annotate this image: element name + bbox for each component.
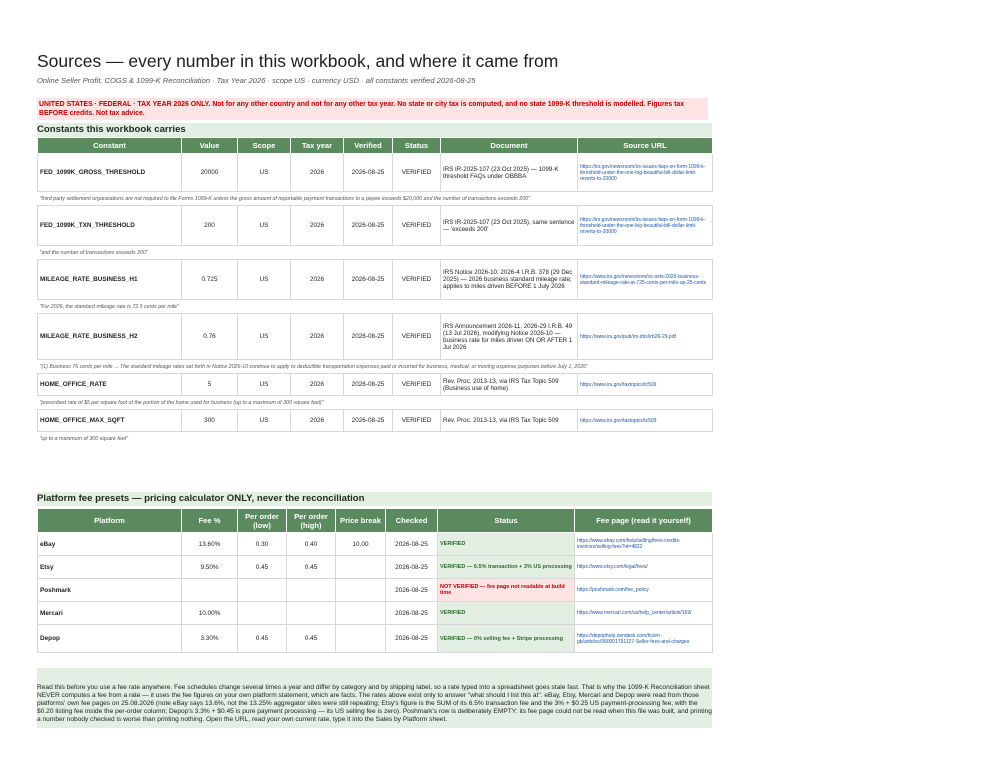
col-header-scope[interactable]: Scope <box>238 138 291 154</box>
col-header-constant[interactable]: Constant <box>38 138 182 154</box>
fee-rate-warning-note: Read this before you use a fee rate anywhere. Fee schedules change several times a year and differ by category and by shipping label, so a rate typed into a spreadsheet goes stale fast. That is why the 1099-K Reconciliation sheet NEVER computes a fee from a rate — it uses the fee figures on your own platform statement, which are facts. The rates above exist only to answer "what should I list this at". eBay, Etsy, Mercari and Depop were read from those platforms' own fee pages on 25.08.2026 (note eBay says 13.6%, not the 13.25% aggregator sites were still repeating; Etsy's figure is the SUM of its 6.5% transaction fee and the 3% + $0.25 US payment-processing fee, with the $0.20 listing fee inside the per-order column; Depop's 3.3% + $0.45 is pure payment processing — its US selling fee is zero). Poshmark's row is deliberately EMPTY: its fee page could not be read when this file was built, and printing a number nobody checked is worse than printing nothing. Open the URL, read your own current rate, type it into the Sales by Platform sheet. <box>37 668 712 728</box>
col-header-platform[interactable]: Platform <box>38 509 182 533</box>
platform-fee-percent[interactable] <box>182 579 238 602</box>
source-url-link[interactable]: https://www.irs.gov/newsroom/irs-sets-2026-business-standard-mileage-rate-at-725-cents-per-mile-up-25-cents <box>578 260 713 300</box>
fee-page-link[interactable]: https://www.ebay.com/help/selling/fees-credits-invoices/selling-fees?id=4822 <box>575 533 713 556</box>
platform-checked[interactable]: 2026-08-25 <box>386 579 438 602</box>
constant-value[interactable]: 200 <box>182 206 238 246</box>
platform-fee-percent[interactable]: 10.00% <box>182 602 238 625</box>
table-row[interactable] <box>38 314 713 360</box>
table-row[interactable] <box>38 374 713 396</box>
fee-page-link[interactable]: https://poshmark.com/fee_policy <box>575 579 713 602</box>
source-url-link[interactable]: https://irs.gov/newsroom/irs-issues-faqs-on-form-1099-k-threshold-under-the-one-big-beautiful-bill-dollar-limit-reverts-to-20000 <box>578 206 713 246</box>
constant-status[interactable]: VERIFIED <box>393 410 441 432</box>
constant-quote: "prescribed rate of $5 per square foot of the portion of the home used for business (up to a maximum of 300 square feet)" <box>39 399 324 406</box>
col-header-verified[interactable]: Verified <box>344 138 393 154</box>
platform-status[interactable]: NOT VERIFIED — fee page not readable at build time <box>438 579 575 602</box>
constant-document[interactable]: IRS Announcement 2026-11, 2026-29 I.R.B. 49 (13 Jul 2026), modifying Notice 2026-10 — business rate for miles driven ON OR AFTER 1 Jul 2026 <box>441 314 578 360</box>
table-row[interactable] <box>38 206 713 246</box>
col-header-per-order-low[interactable]: Per order (low) <box>238 509 287 533</box>
col-header-status[interactable]: Status <box>393 138 441 154</box>
constant-value[interactable]: 300 <box>182 410 238 432</box>
constant-document[interactable]: IRS IR-2025-107 (23 Oct 2025) — 1099-K threshold FAQs under OBBBA <box>441 154 578 192</box>
constant-verified[interactable]: 2026-08-25 <box>344 154 393 192</box>
constant-verified[interactable]: 2026-08-25 <box>344 410 393 432</box>
constant-name[interactable]: MILEAGE_RATE_BUSINESS_H1 <box>38 260 182 300</box>
constant-name[interactable]: HOME_OFFICE_MAX_SQFT <box>38 410 182 432</box>
platform-status[interactable]: VERIFIED <box>438 602 575 625</box>
constants-section-heading: Constants this workbook carries <box>37 123 712 137</box>
constant-year[interactable]: 2026 <box>291 260 344 300</box>
platform-status[interactable]: VERIFIED — 0% selling fee + Stripe processing <box>438 625 575 653</box>
page-title: Sources — every number in this workbook, and where it came from <box>37 51 559 71</box>
constant-status[interactable]: VERIFIED <box>393 314 441 360</box>
constant-value[interactable]: 5 <box>182 374 238 396</box>
constant-quote: "(1) Business 76 cents per mile ... The standard mileage rates set forth in Notice 2026-10 continue to apply to deductible transportation expenses paid or incurred for business, medical, or moving expense purposes before July 1, 2026" <box>39 363 588 370</box>
fee-page-link[interactable]: https://depophelp.zendesk.com/hc/en-gb/articles/360001791127-Seller-fees-and-charges <box>575 625 713 653</box>
platform-fee-table <box>37 508 713 653</box>
platform-per-order-low[interactable] <box>238 602 287 625</box>
source-url-link[interactable]: https://www.irs.gov/pub/irs-irbs/irb26-29.pdf <box>578 314 713 360</box>
col-header-source-url[interactable]: Source URL <box>578 138 713 154</box>
table-row[interactable] <box>38 579 713 602</box>
constant-quote: "For 2026, the standard mileage rate is 72.5 cents per mile" <box>39 303 179 310</box>
constant-document[interactable]: IRS IR-2025-107 (23 Oct 2025), same sentence — 'exceeds 200' <box>441 206 578 246</box>
constant-name[interactable]: HOME_OFFICE_RATE <box>38 374 182 396</box>
platform-fee-percent[interactable]: 9.50% <box>182 556 238 579</box>
constant-status[interactable]: VERIFIED <box>393 154 441 192</box>
col-header-price-break[interactable]: Price break <box>336 509 386 533</box>
constant-status[interactable]: VERIFIED <box>393 374 441 396</box>
col-header-fee-percent[interactable]: Fee % <box>182 509 238 533</box>
platform-status[interactable]: VERIFIED <box>438 533 575 556</box>
constant-value[interactable]: 20000 <box>182 154 238 192</box>
table-row[interactable] <box>38 154 713 192</box>
col-header-fee-page[interactable]: Fee page (read it yourself) <box>575 509 713 533</box>
constant-document[interactable]: IRS Notice 2026-10; 2026-4 I.R.B. 378 (29 Dec 2025) — 2026 business standard mileage rate; applies to miles driven BEFORE 1 July 2026 <box>441 260 578 300</box>
constant-scope[interactable]: US <box>238 314 291 360</box>
platform-per-order-low[interactable]: 0.45 <box>238 625 287 653</box>
constant-scope[interactable]: US <box>238 206 291 246</box>
fee-page-link[interactable]: https://www.etsy.com/legal/fees/ <box>575 556 713 579</box>
constant-document[interactable]: Rev. Proc. 2013-13, via IRS Tax Topic 509 (Business use of home) <box>441 374 578 396</box>
constant-scope[interactable]: US <box>238 410 291 432</box>
platform-name[interactable]: Etsy <box>38 556 182 579</box>
col-header-value[interactable]: Value <box>182 138 238 154</box>
scope-warning-banner: UNITED STATES · FEDERAL · TAX YEAR 2026 ONLY. Not for any other country and not for any other tax year. No state or city tax is computed, and no state 1099-K threshold is modelled. Figures tax BEFORE credits. Not tax advice. <box>37 98 708 120</box>
table-row[interactable] <box>38 625 713 653</box>
platform-checked[interactable]: 2026-08-25 <box>386 602 438 625</box>
source-url-link[interactable]: https://www.irs.gov/taxtopics/tc509 <box>578 374 713 396</box>
constant-quote: "third party settlement organizations are not required to file Forms 1099-K unless the gross amount of reportable payment transactions to a payee exceeds $20,000 and the number of transactions exceeds 200" <box>39 195 530 202</box>
constant-value[interactable]: 0.76 <box>182 314 238 360</box>
platform-section-heading: Platform fee presets — pricing calculator ONLY, never the reconciliation <box>37 492 712 506</box>
constants-table <box>37 137 713 445</box>
platform-per-order-high[interactable]: 0.45 <box>287 625 336 653</box>
constant-year[interactable]: 2026 <box>291 154 344 192</box>
constant-quote: "and the number of transactions exceeds 200" <box>39 249 148 256</box>
platform-name[interactable]: Mercari <box>38 602 182 625</box>
fee-page-link[interactable]: https://www.mercari.com/us/help_center/article/169/ <box>575 602 713 625</box>
platform-per-order-low[interactable] <box>238 579 287 602</box>
constant-status[interactable]: VERIFIED <box>393 206 441 246</box>
platform-checked[interactable]: 2026-08-25 <box>386 625 438 653</box>
constant-value[interactable]: 0.725 <box>182 260 238 300</box>
platform-price-break[interactable] <box>336 556 386 579</box>
platform-per-order-low[interactable]: 0.30 <box>238 533 287 556</box>
platform-name[interactable]: eBay <box>38 533 182 556</box>
constant-scope[interactable]: US <box>238 260 291 300</box>
constant-scope[interactable]: US <box>238 374 291 396</box>
platform-price-break[interactable]: 10.00 <box>336 533 386 556</box>
table-row[interactable] <box>38 556 713 579</box>
constant-year[interactable]: 2026 <box>291 314 344 360</box>
platform-name[interactable]: Poshmark <box>38 579 182 602</box>
col-header-tax-year[interactable]: Tax year <box>291 138 344 154</box>
constant-year[interactable]: 2026 <box>291 374 344 396</box>
constant-name[interactable]: FED_1099K_GROSS_THRESHOLD <box>38 154 182 192</box>
platform-per-order-low[interactable]: 0.45 <box>238 556 287 579</box>
constant-name[interactable]: FED_1099K_TXN_THRESHOLD <box>38 206 182 246</box>
constant-name[interactable]: MILEAGE_RATE_BUSINESS_H2 <box>38 314 182 360</box>
constant-year[interactable]: 2026 <box>291 410 344 432</box>
platform-price-break[interactable] <box>336 625 386 653</box>
col-header-checked[interactable]: Checked <box>386 509 438 533</box>
constant-scope[interactable]: US <box>238 154 291 192</box>
platform-status[interactable]: VERIFIED — 6.5% transaction + 3% US processing <box>438 556 575 579</box>
platform-checked[interactable]: 2026-08-25 <box>386 556 438 579</box>
platform-per-order-high[interactable] <box>287 579 336 602</box>
constant-verified[interactable]: 2026-08-25 <box>344 314 393 360</box>
platform-fee-percent[interactable]: 3.30% <box>182 625 238 653</box>
source-url-link[interactable]: https://www.irs.gov/taxtopics/tc509 <box>578 410 713 432</box>
constant-document[interactable]: Rev. Proc. 2013-13, via IRS Tax Topic 509 <box>441 410 578 432</box>
table-row[interactable] <box>38 260 713 300</box>
constant-verified[interactable]: 2026-08-25 <box>344 206 393 246</box>
platform-checked[interactable]: 2026-08-25 <box>386 533 438 556</box>
table-row[interactable] <box>38 602 713 625</box>
constant-year[interactable]: 2026 <box>291 206 344 246</box>
col-header-document[interactable]: Document <box>441 138 578 154</box>
platform-per-order-high[interactable] <box>287 602 336 625</box>
table-row[interactable] <box>38 533 713 556</box>
constant-verified[interactable]: 2026-08-25 <box>344 260 393 300</box>
platform-price-break[interactable] <box>336 579 386 602</box>
source-url-link[interactable]: https://irs.gov/newsroom/irs-issues-faqs-on-form-1099-k-threshold-under-the-one-big-beautiful-bill-dollar-limit-reverts-to-20000 <box>578 154 713 192</box>
col-header-per-order-high[interactable]: Per order (high) <box>287 509 336 533</box>
constant-verified[interactable]: 2026-08-25 <box>344 374 393 396</box>
constant-quote: "up to a maximum of 300 square feet" <box>39 435 129 442</box>
col-header-status[interactable]: Status <box>438 509 575 533</box>
platform-per-order-high[interactable]: 0.45 <box>287 556 336 579</box>
platform-fee-percent[interactable]: 13.60% <box>182 533 238 556</box>
constant-status[interactable]: VERIFIED <box>393 260 441 300</box>
table-row[interactable] <box>38 410 713 432</box>
platform-per-order-high[interactable]: 0.40 <box>287 533 336 556</box>
platform-name[interactable]: Depop <box>38 625 182 653</box>
platform-price-break[interactable] <box>336 602 386 625</box>
page-subtitle: Online Seller Profit, COGS & 1099-K Reconciliation · Tax Year 2026 · scope US · currency USD · all constants verified 2026-08-25 <box>37 76 476 85</box>
